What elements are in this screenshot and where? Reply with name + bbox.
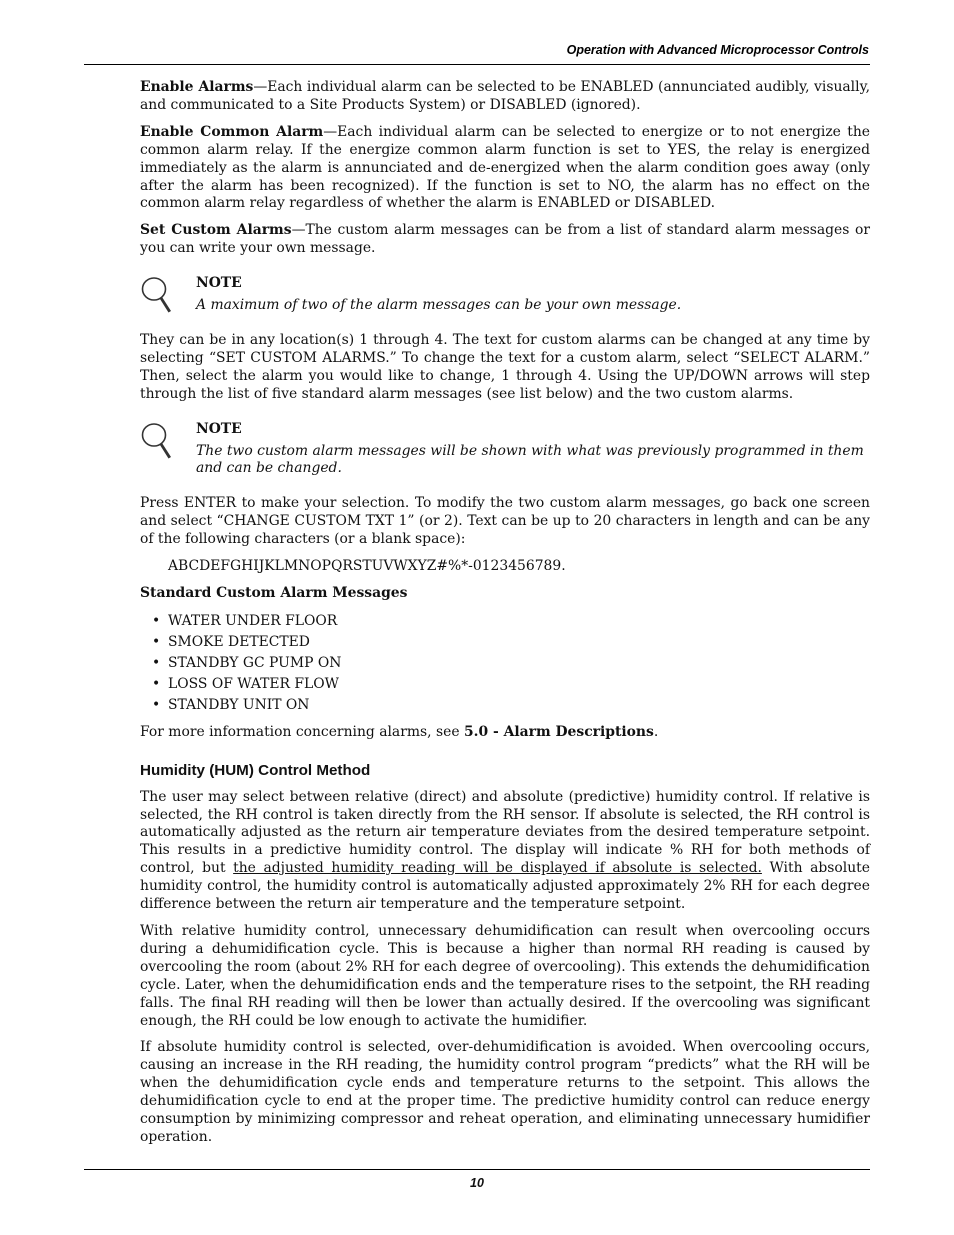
running-header: Operation with Advanced Microprocessor Controls	[566, 43, 869, 57]
note-text: A maximum of two of the alarm messages can be your own message.	[196, 297, 682, 314]
bullet-icon: •	[152, 633, 161, 650]
page-body	[140, 79, 870, 1156]
standard-messages-list	[140, 611, 870, 716]
list-item-text: STANDBY UNIT ON	[168, 696, 310, 713]
text-enable-common-alarm: —Each individual alarm can be selected to energize or to not energize the common alarm relay. If the energize common alarm function is set to YES, the relay is energized immediately as the alarm is annunciated and de-energized when the alarm condition goes away (only after the alarm has been recognized). If the function is set to NO, the alarm has no effect on the common alarm relay regardless of whether the alarm is ENABLED or DISABLED.	[140, 123, 871, 212]
paragraph-enable-alarms	[140, 79, 870, 115]
list-item-text: WATER UNDER FLOOR	[168, 612, 338, 629]
note-box-2	[140, 421, 870, 479]
allowed-characters: ABCDEFGHIJKLMNOPQRSTUVWXYZ#%*-0123456789.	[168, 558, 566, 575]
paragraph-humidity-methods	[140, 789, 870, 914]
text-set-custom-alarms: —The custom alarm messages can be from a list of standard alarm messages or you can write your own message.	[140, 222, 870, 257]
alarm-descriptions-reference: 5.0 - Alarm Descriptions	[463, 723, 654, 740]
paragraph-relative-control: With relative humidity control, unnecessary dehumidification can result when overcooling occurs during a dehumidification cycle. This is because a higher than normal RH reading is caused by overcooling the room (about 2% RH for each degree of overcooling). This extends the dehumidification cycle. Later, when the dehumidification ends and the temperature rises to the setpoint, the RH reading falls. The final RH reading will then be lower than actually desired. If the overcooling was significant enough, the RH could be low enough to activate the humidifier.	[140, 923, 870, 1029]
term-enable-common-alarm: Enable Common Alarm	[140, 123, 324, 140]
note-title: NOTE	[196, 420, 242, 437]
paragraph-custom-locations: They can be in any location(s) 1 through 4. The text for custom alarms can be changed at any time by selecting “SET CUSTOM ALARMS.” To change the text for a custom alarm, select “SELECT ALARM.” Then, select the alarm you would like to change, 1 through 4. Using the UP/DOWN arrows will step through the list of five standard alarm messages (see list below) and the two custom alarms.	[140, 331, 870, 402]
standard-messages-heading: Standard Custom Alarm Messages	[140, 584, 408, 601]
list-item-text: SMOKE DETECTED	[168, 633, 310, 650]
list-item	[140, 632, 870, 653]
note-text: The two custom alarm messages will be shown with what was previously programmed in them and can be changed.	[196, 442, 864, 477]
header-rule	[84, 64, 870, 65]
paragraph-set-custom-alarms	[140, 222, 870, 258]
bullet-icon: •	[152, 675, 161, 692]
page-number: 10	[470, 1176, 484, 1190]
list-item-text: STANDBY GC PUMP ON	[168, 654, 342, 671]
note-box-1	[140, 275, 870, 315]
bullet-icon: •	[152, 696, 161, 713]
underlined-note: the adjusted humidity reading will be displayed if absolute is selected.	[233, 860, 762, 877]
more-info-period: .	[653, 723, 659, 740]
list-item	[140, 674, 870, 695]
paragraph-absolute-control: If absolute humidity control is selected, over-dehumidification is avoided. When overcooling occurs, causing an increase in the RH reading, the humidity control program “predicts” what the RH will be when the dehumidification cycle ends and temperature returns to the setpoint. This allows the dehumidification cycle to end at the proper time. The predictive humidity control can reduce energy consumption by minimizing compressor and reheat operation, and eliminating unnecessary humidifier operation.	[140, 1039, 870, 1145]
list-item	[140, 611, 870, 632]
term-enable-alarms: Enable Alarms	[140, 79, 254, 95]
humidity-text-end: With absolute humidity control, the humidity control is automatically adjusted approximately 2% RH for each degree difference between the return air temperature and the temperature setpoint.	[140, 860, 870, 913]
list-item	[140, 653, 870, 674]
magnifier-icon	[140, 275, 174, 315]
footer-rule	[84, 1169, 870, 1170]
list-item	[140, 695, 870, 716]
text-enable-alarms: —Each individual alarm can be selected to be ENABLED (annunciated audibly, visually, and communicated to a Site Products System) or DISABLED (ignored).	[140, 79, 870, 113]
paragraph-more-info	[140, 724, 870, 742]
more-info-text: For more information concerning alarms, see	[140, 723, 464, 740]
section-heading-humidity: Humidity (HUM) Control Method	[140, 761, 371, 779]
bullet-icon: •	[152, 654, 161, 671]
term-set-custom-alarms: Set Custom Alarms	[140, 222, 292, 239]
note-title: NOTE	[196, 275, 242, 292]
paragraph-enable-common-alarm	[140, 124, 870, 214]
magnifier-icon	[140, 421, 174, 461]
list-item-text: LOSS OF WATER FLOW	[168, 675, 339, 692]
humidity-text-start: The user may select between relative (direct) and absolute (predictive) humidity control. If relative is selected, the RH control is taken directly from the RH sensor. If absolute is selected, the RH control is automatically adjusted as the return air temperature deviates from the desired temperature setpoint. This results in a predictive humidity control. The display will indicate % RH for both methods of control, but	[140, 788, 870, 877]
bullet-icon: •	[152, 612, 161, 629]
paragraph-press-enter: Press ENTER to make your selection. To modify the two custom alarm messages, go back one screen and select “CHANGE CUSTOM TXT 1” (or 2). Text can be up to 20 characters in length and can be any of the following characters (or a blank space):	[140, 495, 870, 548]
